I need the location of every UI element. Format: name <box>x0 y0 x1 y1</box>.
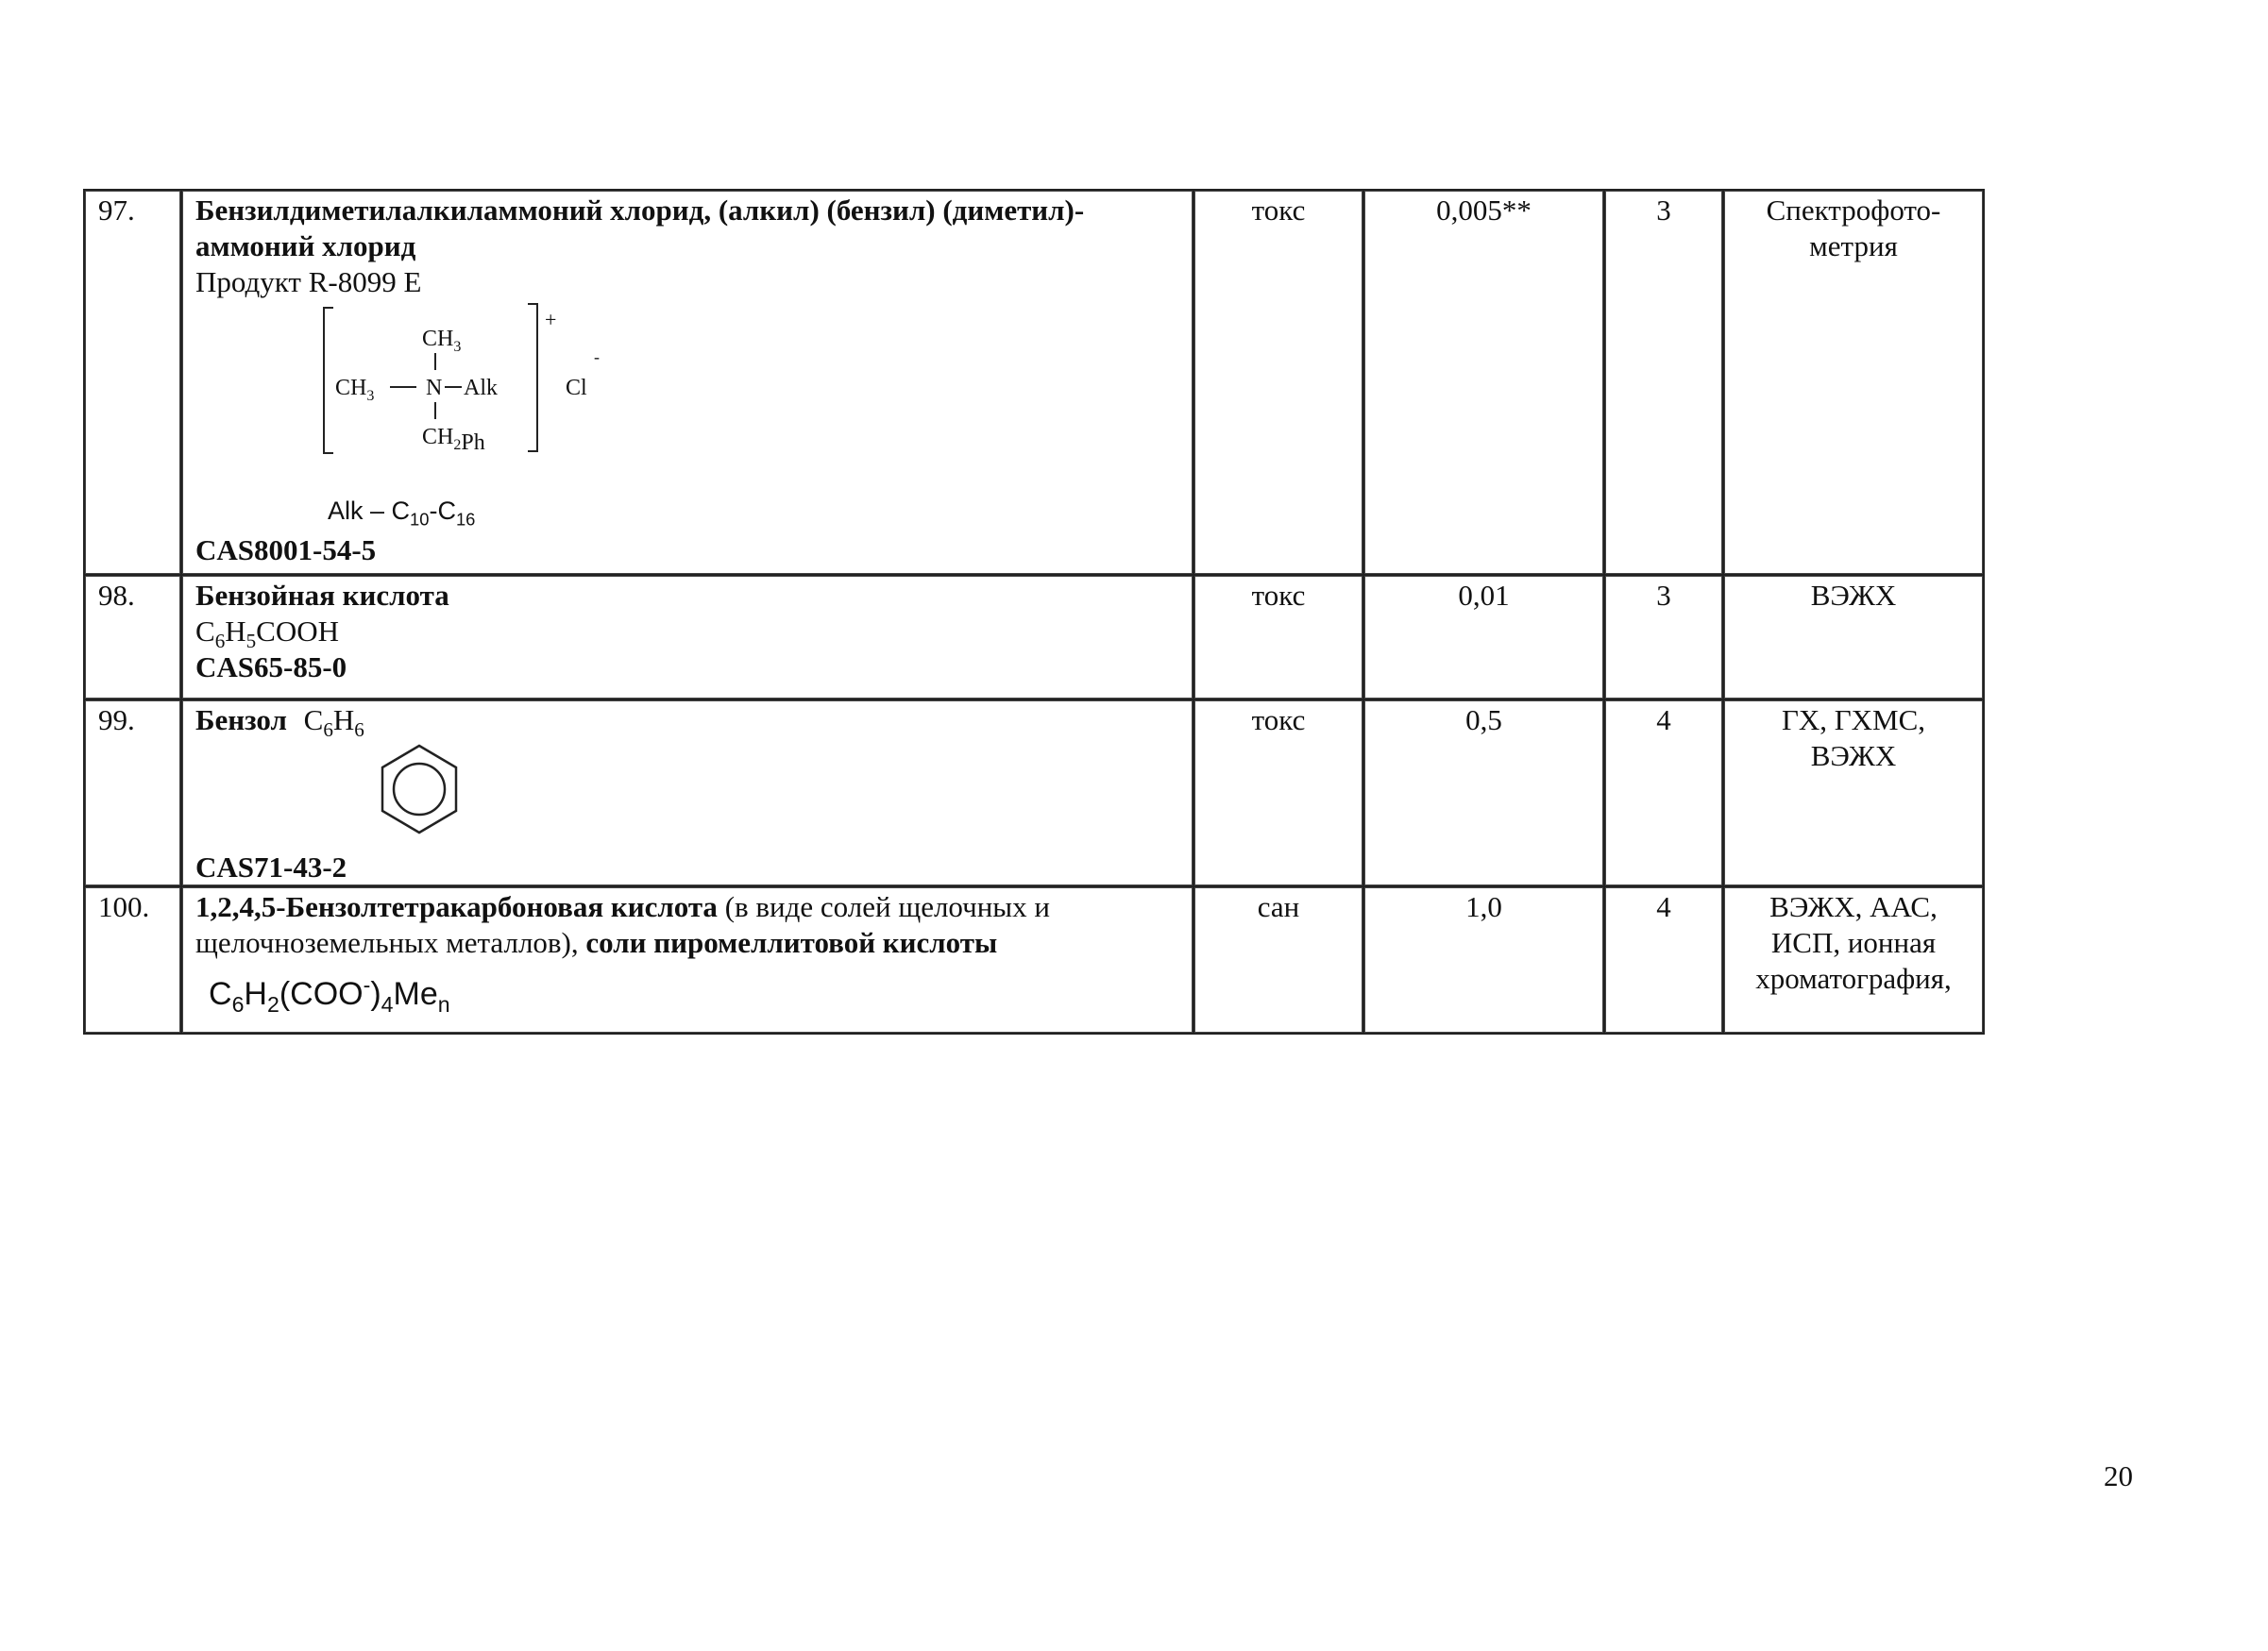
nitrogen-label: N <box>426 376 443 400</box>
row-number: 97. <box>84 190 181 575</box>
alk-note: Alk – $C_{10}-C_{16}$ <box>328 497 476 530</box>
benzene-ring-diagram <box>195 738 1179 850</box>
substances-table <box>83 189 1985 1035</box>
substance-name: Бензойная кислота <box>195 579 449 612</box>
cas-number: CAS8001-54-5 <box>195 533 377 566</box>
table-row <box>84 699 1984 886</box>
row-number: 100. <box>84 886 181 1034</box>
cas-number: CAS65-85-0 <box>195 650 347 683</box>
hazard-class: 4 <box>1604 699 1723 886</box>
substance-note: (в виде солей щелочных и щелочноземельных металлов), <box>195 890 1050 959</box>
ch3-left-label: $CH_3$ <box>335 376 375 404</box>
hazard-type: токс <box>1193 699 1363 886</box>
chemical-formula: $C_6H_5COOH$ <box>195 615 340 653</box>
row-number: 98. <box>84 575 181 699</box>
charge-plus: + <box>545 308 557 331</box>
analysis-method: Спектрофото-метрия <box>1723 190 1984 575</box>
table-row <box>84 886 1984 1034</box>
substance-cell <box>181 699 1193 886</box>
ch2ph-label: $CH_2Ph$ <box>422 425 485 455</box>
hazard-class: 3 <box>1604 575 1723 699</box>
product-name: Продукт R-8099 E <box>195 265 422 298</box>
ammonium-structure-diagram <box>318 300 620 461</box>
structural-formula <box>195 300 1179 489</box>
substance-name: Бензилдиметилалкиламмоний хлорид, (алкил) (бензил) (диметил)-аммоний хлорид <box>195 194 1085 262</box>
limit-value: 0,01 <box>1363 575 1604 699</box>
cas-number: CAS71-43-2 <box>195 851 347 884</box>
substance-name: 1,2,4,5-Бензолтетракарбоновая кислота <box>195 890 718 923</box>
analysis-method: ГХ, ГХМС, ВЭЖХ <box>1723 699 1984 886</box>
chloride-label: Cl <box>566 376 587 400</box>
hazard-type: токс <box>1193 575 1363 699</box>
substance-cell <box>181 190 1193 575</box>
hazard-class: 3 <box>1604 190 1723 575</box>
chemical-formula: $C_6H_2(COO^-)_4Me_n$ <box>209 972 450 1017</box>
table-row <box>84 575 1984 699</box>
row-number: 99. <box>84 699 181 886</box>
limit-value: 1,0 <box>1363 886 1604 1034</box>
page-number: 20 <box>2104 1459 2133 1492</box>
hazard-type: сан <box>1193 886 1363 1034</box>
chemical-formula: $C_6H_6$ <box>303 703 364 742</box>
table-row <box>84 190 1984 575</box>
substance-cell <box>181 886 1193 1034</box>
limit-value: 0,5 <box>1363 699 1604 886</box>
substance-cell <box>181 575 1193 699</box>
benzene-ring-icon <box>377 742 462 836</box>
hazard-type: токс <box>1193 190 1363 575</box>
alk-label: Alk <box>464 376 498 400</box>
ch3-top-label: $CH_3$ <box>422 327 462 355</box>
chloride-charge: - <box>594 347 600 366</box>
substance-name: Бензол <box>195 703 287 736</box>
substance-name-alt: соли пиромеллитовой кислоты <box>585 926 998 959</box>
limit-value: 0,005** <box>1363 190 1604 575</box>
analysis-method: ВЭЖХ, ААС, ИСП, ионная хроматография, <box>1723 886 1984 1034</box>
hazard-class: 4 <box>1604 886 1723 1034</box>
analysis-method: ВЭЖХ <box>1723 575 1984 699</box>
